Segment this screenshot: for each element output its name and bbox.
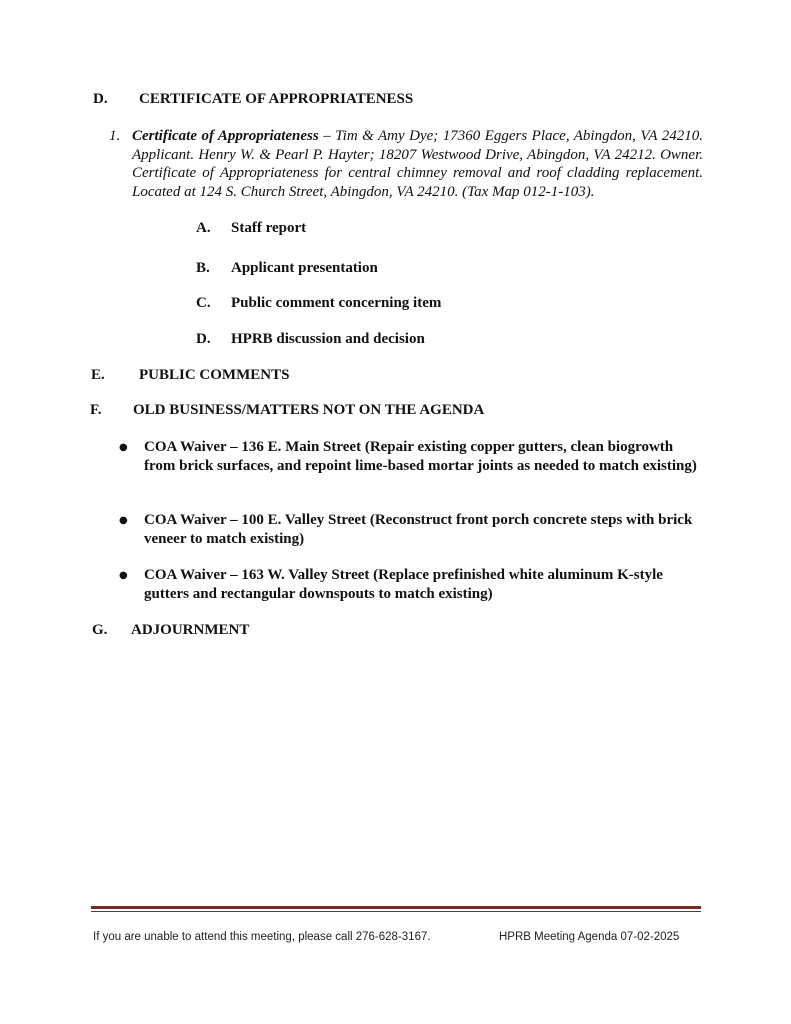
subitem-c-label: Public comment concerning item [231,295,442,311]
section-g-title: ADJOURNMENT [131,622,250,638]
bullet-item-1: COA Waiver – 136 E. Main Street (Repair existing copper gutters, clean biogrowth from brick surfaces, and repoint lime-based mortar joints as needed to match existing) [144,439,697,474]
footer-agenda-label: HPRB Meeting Agenda 07-02-2025 [499,931,680,943]
section-f-letter: F. [90,402,102,418]
section-e-letter: E. [91,367,105,383]
footer-rule-thick [91,906,701,909]
subitem-c-letter: C. [196,295,211,311]
section-g-letter: G. [92,622,108,638]
subitem-b-letter: B. [196,260,210,276]
item-1-text: – Tim & Amy Dye; 17360 Eggers Place, Abingdon, VA 24210. Applicant. Henry W. & Pearl P. Hayter; 18207 Westwood Drive, Abingdon, VA 24212. Owner. Certificate of Appropriateness for central chimney removal and roof cladding replacement. Located at 124 S. Church Street, Abingdon, VA 24210. (Tax Map 012-1-103). [132,128,703,200]
footer-contact-note: If you are unable to attend this meeting, please call 276-628-3167. [93,931,431,943]
subitem-a-letter: A. [196,220,211,236]
subitem-d-letter: D. [196,331,211,347]
bullet-dot-2: ● [119,515,128,526]
footer-rule-thin [91,911,701,912]
subitem-d-label: HPRB discussion and decision [231,331,425,347]
item-1-body [132,127,703,201]
bullet-dot-1: ● [119,442,128,453]
item-1-number: 1. [109,128,121,144]
bullet-dot-3: ● [119,570,128,581]
section-d-title: CERTIFICATE OF APPROPRIATENESS [139,91,414,107]
section-e-title: PUBLIC COMMENTS [139,367,290,383]
subitem-b-label: Applicant presentation [231,260,378,276]
item-1-label: Certificate of Appropriateness [132,128,319,144]
subitem-a-label: Staff report [231,220,307,236]
bullet-item-2: COA Waiver – 100 E. Valley Street (Reconstruct front porch concrete steps with brick veneer to match existing) [144,512,693,547]
section-d-letter: D. [93,91,108,107]
section-f-title: OLD BUSINESS/MATTERS NOT ON THE AGENDA [133,402,485,418]
bullet-item-3: COA Waiver – 163 W. Valley Street (Replace prefinished white aluminum K-style gutters and rectangular downspouts to match existing) [144,567,663,602]
